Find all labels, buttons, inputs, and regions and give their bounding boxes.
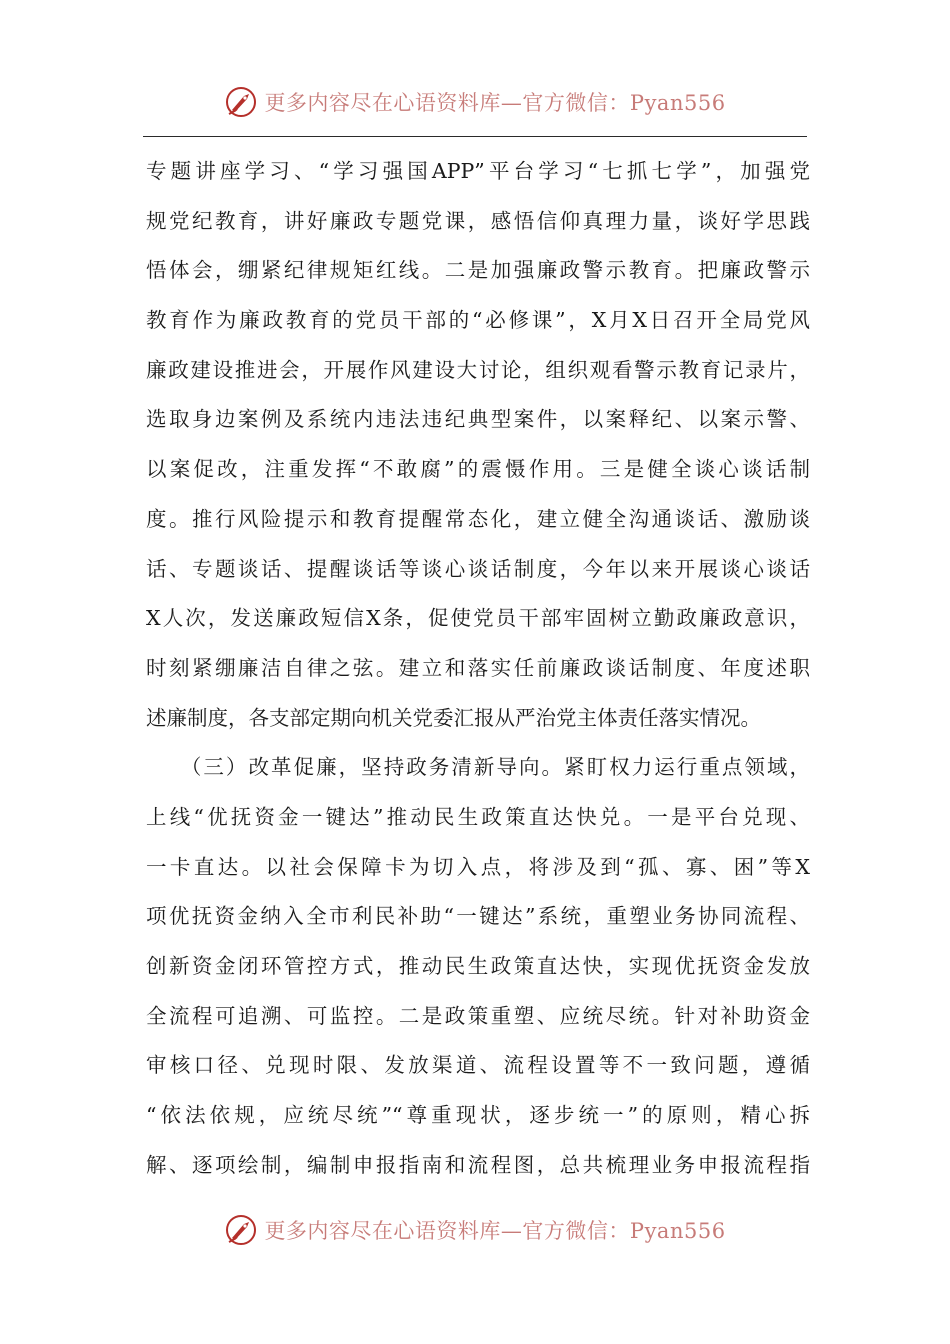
text-line: 话、专题谈话、提醒谈话等谈心谈话制度，今年以来开展谈心谈话 — [146, 556, 810, 581]
text-line: 一卡直达。以社会保障卡为切入点，将涉及到“孤、寡、困”等X — [146, 854, 810, 879]
header-divider — [143, 136, 807, 137]
footer-watermark — [0, 1210, 950, 1250]
header-watermark — [0, 82, 950, 122]
text-line: 上线“优抚资金一键达”推动民生政策直达快兑。一是平台兑现、 — [146, 804, 810, 829]
document-body — [146, 147, 810, 1190]
text-line: 以案促改，注重发挥“不敢腐”的震慑作用。三是健全谈心谈话制 — [146, 457, 810, 482]
text-line: 时刻紧绷廉洁自律之弦。建立和落实任前廉政谈话制度、年度述职 — [146, 655, 810, 680]
text-line: 解、逐项绘制，编制申报指南和流程图，总共梳理业务申报流程指 — [146, 1152, 810, 1177]
text-line: 述廉制度，各支部定期向机关党委汇报从严治党主体责任落实情况。 — [146, 705, 761, 730]
text-line: 悟体会，绷紧纪律规矩红线。二是加强廉政警示教育。把廉政警示 — [146, 258, 810, 283]
text-line: 教育作为廉政教育的党员干部的“必修课”，X月X日召开全局党风 — [146, 308, 810, 333]
text-line: 审核口径、兑现时限、发放渠道、流程设置等不一致问题，遵循 — [146, 1053, 810, 1078]
text-line: 度。推行风险提示和教育提醒常态化，建立健全沟通谈话、激励谈 — [146, 506, 810, 531]
text-line: （三）改革促廉，坚持政务清新导向。紧盯权力运行重点领域， — [146, 755, 810, 780]
text-line: 专题讲座学习、“学习强国APP”平台学习“七抓七学”，加强党 — [146, 159, 810, 183]
text-line: 选取身边案例及系统内违法违纪典型案件，以案释纪、以案示警、 — [146, 407, 810, 432]
text-line: 项优抚资金纳入全市利民补助“一键达”系统，重塑业务协同流程、 — [146, 904, 810, 929]
text-line: 规党纪教育，讲好廉政专题党课，感悟信仰真理力量，谈好学思践 — [146, 208, 810, 233]
pen-nib-logo-icon — [224, 85, 258, 119]
pen-nib-logo-icon — [224, 1213, 258, 1247]
footer-watermark-text: 更多内容尽在心语资料库—官方微信：Pyan556 — [264, 1219, 726, 1243]
text-line: 全流程可追溯、可监控。二是政策重塑、应统尽统。针对补助资金 — [146, 1003, 810, 1028]
text-line: “依法依规，应统尽统”“尊重现状，逐步统一”的原则，精心拆 — [146, 1103, 810, 1128]
header-watermark-text: 更多内容尽在心语资料库—官方微信：Pyan556 — [264, 91, 726, 115]
text-line: X人次，发送廉政短信X条，促使党员干部牢固树立勤政廉政意识， — [146, 606, 810, 631]
text-line: 廉政建设推进会，开展作风建设大讨论，组织观看警示教育记录片， — [146, 357, 810, 382]
text-line: 创新资金闭环管控方式，推动民生政策直达快，实现优抚资金发放 — [146, 954, 810, 978]
